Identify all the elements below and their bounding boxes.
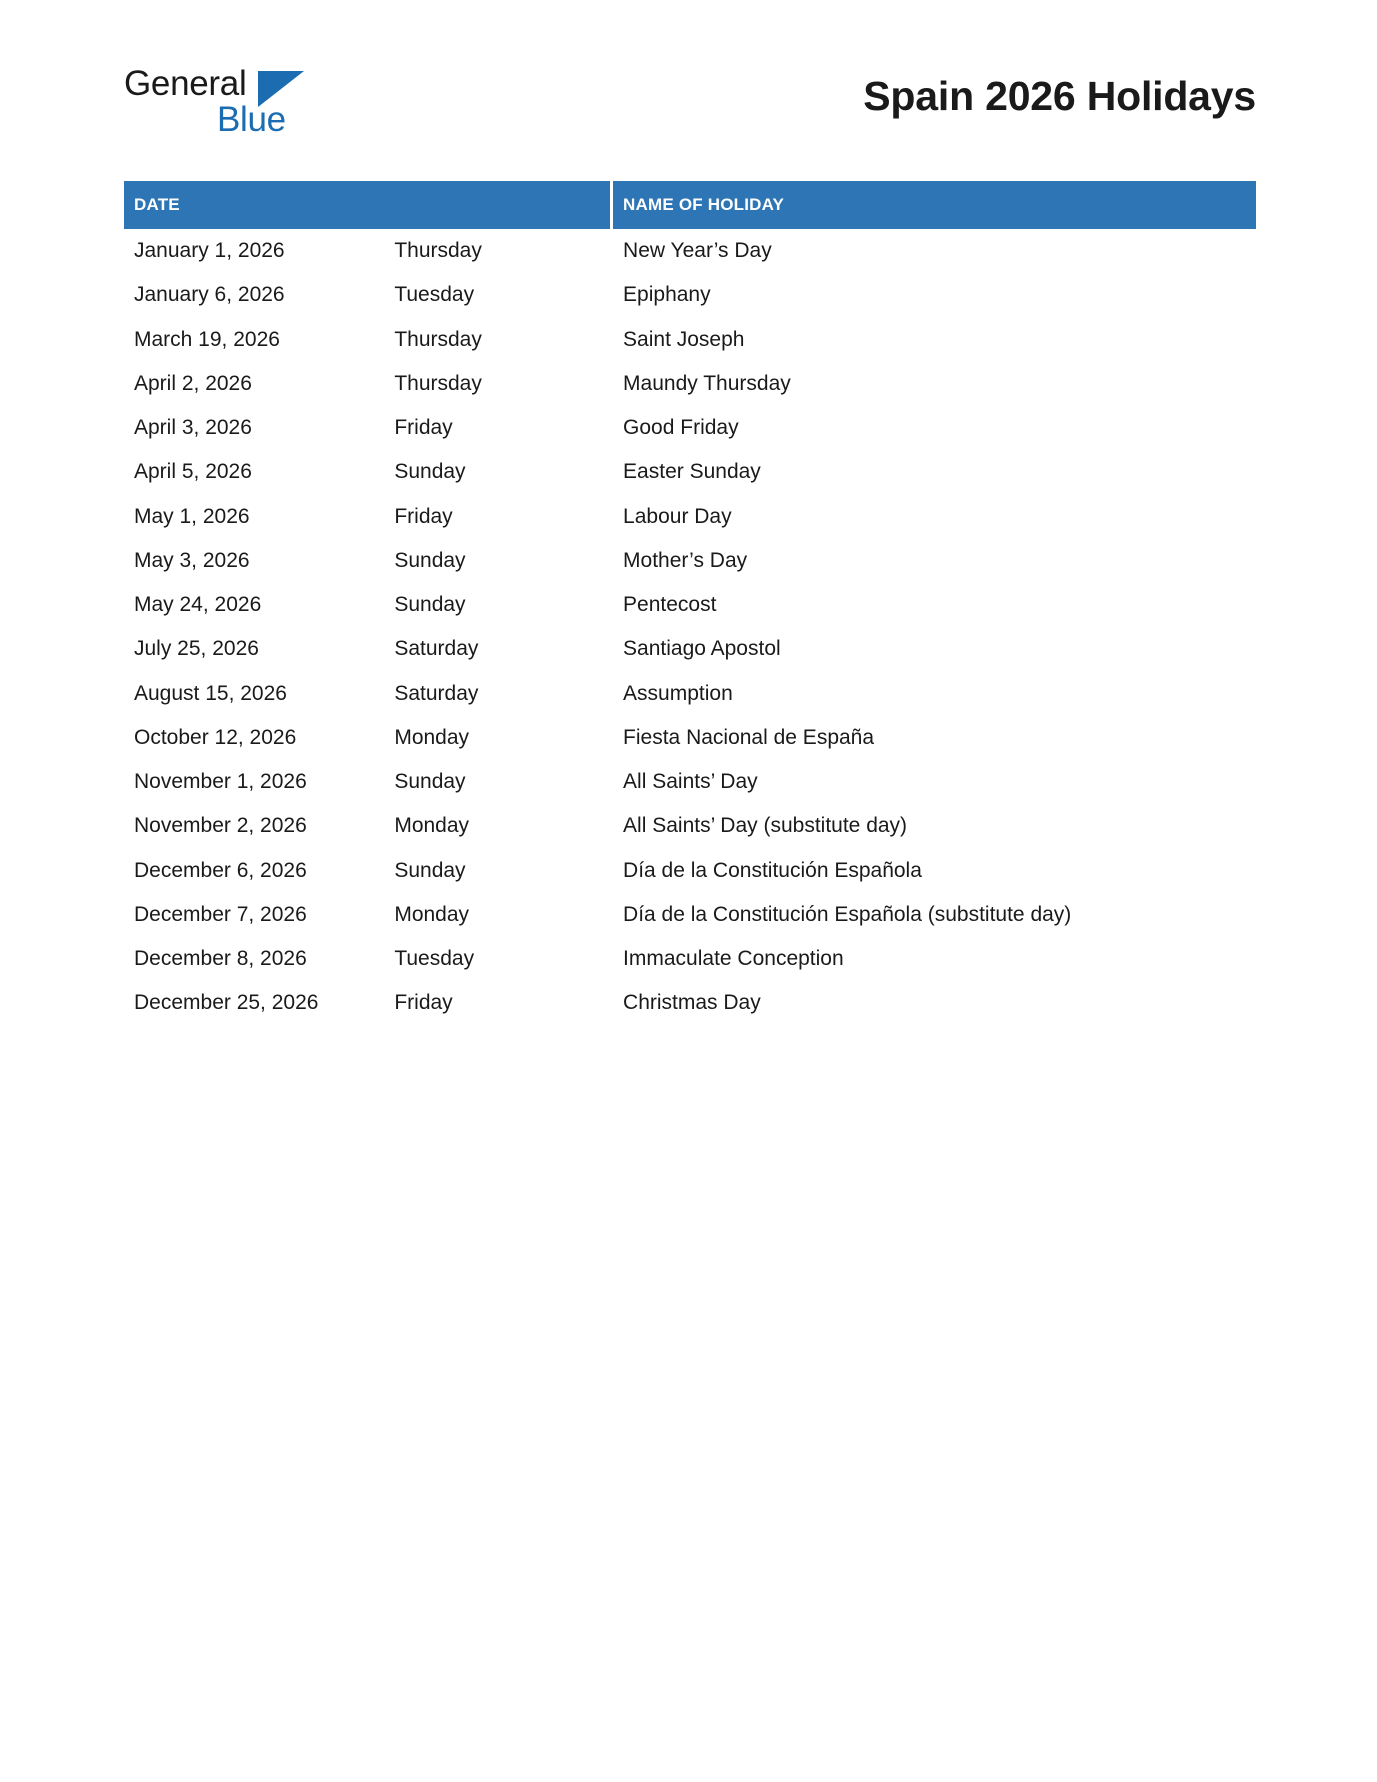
cell-weekday: Sunday — [394, 593, 466, 616]
cell-date: May 1, 2026 — [134, 504, 250, 528]
cell-date: December 7, 2026 — [134, 902, 307, 926]
cell-holiday-name: Día de la Constitución Española (substitute day) — [623, 902, 1072, 926]
cell-holiday-name: New Year’s Day — [623, 239, 772, 262]
table-row — [124, 627, 1256, 671]
cell-date: April 3, 2026 — [134, 416, 252, 439]
cell-date: October 12, 2026 — [134, 725, 297, 749]
table-header — [124, 181, 1256, 229]
cell-weekday: Friday — [394, 416, 453, 439]
cell-holiday-name: Santiago Apostol — [623, 637, 781, 661]
column-header-name-of-holiday: NAME OF HOLIDAY — [613, 181, 1256, 229]
cell-date: August 15, 2026 — [134, 681, 287, 705]
cell-weekday: Sunday — [394, 548, 466, 572]
general-blue-logo — [124, 56, 314, 139]
table-row — [124, 760, 1256, 804]
document-header — [124, 56, 1256, 139]
table-body — [124, 229, 1256, 1026]
cell-date: April 5, 2026 — [134, 460, 252, 484]
cell-date: January 1, 2026 — [134, 239, 285, 262]
cell-date: May 24, 2026 — [134, 593, 262, 616]
cell-date: December 25, 2026 — [134, 991, 319, 1015]
holidays-table — [124, 181, 1256, 1026]
table-row — [124, 672, 1256, 716]
cell-weekday: Thursday — [394, 327, 482, 351]
cell-weekday: Monday — [394, 814, 470, 838]
cell-holiday-name: Immaculate Conception — [623, 947, 844, 970]
cell-weekday: Sunday — [394, 770, 466, 793]
cell-holiday-name: Maundy Thursday — [623, 371, 791, 395]
page-title: Spain 2026 Holidays — [863, 72, 1256, 119]
cell-date: January 6, 2026 — [134, 283, 285, 307]
cell-weekday: Saturday — [394, 681, 479, 705]
table-row — [124, 981, 1256, 1025]
column-header-date: DATE — [124, 181, 613, 229]
table-row — [124, 804, 1256, 848]
table-header-row — [124, 181, 1256, 229]
cell-holiday-name: Mother’s Day — [623, 548, 748, 572]
table-row — [124, 229, 1256, 273]
cell-holiday-name: Assumption — [623, 681, 733, 705]
cell-weekday: Friday — [394, 504, 453, 528]
table-row — [124, 406, 1256, 450]
table-row — [124, 583, 1256, 627]
cell-holiday-name: Epiphany — [623, 283, 711, 307]
cell-weekday: Monday — [394, 725, 470, 749]
logo-word-blue: Blue — [217, 100, 286, 139]
table-row — [124, 716, 1256, 760]
cell-weekday: Saturday — [394, 637, 479, 661]
cell-weekday: Sunday — [394, 858, 466, 882]
cell-holiday-name: Pentecost — [623, 593, 717, 616]
cell-holiday-name: Día de la Constitución Española — [623, 858, 922, 882]
table-row — [124, 849, 1256, 893]
cell-holiday-name: All Saints’ Day — [623, 770, 758, 793]
cell-weekday: Sunday — [394, 460, 466, 484]
cell-holiday-name: Fiesta Nacional de España — [623, 725, 875, 749]
cell-weekday: Friday — [394, 991, 453, 1015]
cell-holiday-name: Good Friday — [623, 416, 739, 439]
cell-holiday-name: Saint Joseph — [623, 327, 745, 351]
cell-date: November 2, 2026 — [134, 814, 307, 838]
table-row — [124, 495, 1256, 539]
table-row — [124, 273, 1256, 317]
table-row — [124, 539, 1256, 583]
cell-date: December 6, 2026 — [134, 858, 307, 882]
logo-word-general: General — [124, 64, 247, 103]
cell-date: December 8, 2026 — [134, 947, 307, 970]
cell-weekday: Tuesday — [394, 283, 475, 307]
table-row — [124, 450, 1256, 494]
cell-date: April 2, 2026 — [134, 371, 252, 395]
cell-date: July 25, 2026 — [134, 637, 259, 661]
table-row — [124, 318, 1256, 362]
cell-date: March 19, 2026 — [134, 327, 280, 351]
table-row — [124, 362, 1256, 406]
cell-holiday-name: All Saints’ Day (substitute day) — [623, 814, 908, 838]
cell-date: May 3, 2026 — [134, 548, 250, 572]
cell-holiday-name: Christmas Day — [623, 991, 761, 1015]
table-row — [124, 893, 1256, 937]
cell-date: November 1, 2026 — [134, 770, 307, 793]
cell-weekday: Monday — [394, 902, 470, 926]
cell-weekday: Tuesday — [394, 947, 475, 970]
cell-weekday: Thursday — [394, 239, 482, 262]
cell-weekday: Thursday — [394, 371, 482, 395]
cell-holiday-name: Labour Day — [623, 504, 732, 528]
table-row — [124, 937, 1256, 981]
cell-holiday-name: Easter Sunday — [623, 460, 761, 484]
